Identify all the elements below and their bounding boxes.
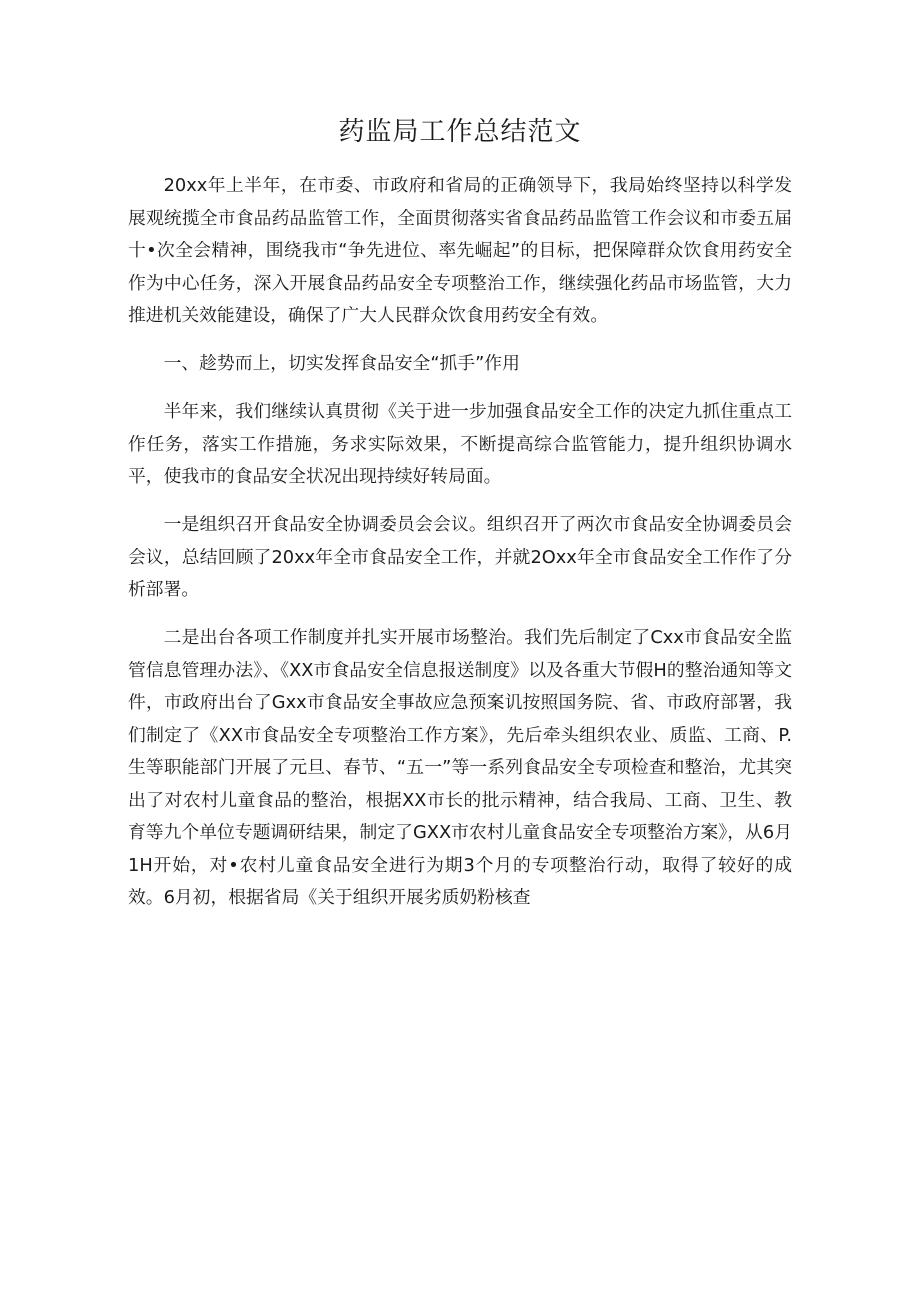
paragraph-item-2: 二是出台各项工作制度并扎实开展市场整治。我们先后制定了Cxx市食品安全监管信息管理办法》、《XX市食品安全信息报送制度》以及各重大节假H的整治通知等文件，市政府出台了Gxx市食品安全事故应急预案讥按照国务院、省、市政府部署，我们制定了《XX市食品安全专项整治工作方案》，先后牵头组织农业、质监、工商、P.生等职能部门开展了元旦、春节、“五一”等一系列食品安全专项检查和整治，尤其突出了对农村儿童食品的整治，根据XX市长的批示精神，结合我局、工商、卫生、教育等九个单位专题调研结果，制定了GXX市农村儿童食品安全专项整治方案》，从6月1H开始，对•农村儿童食品安全进行为期3个月的专项整治行动，取得了较好的成效。6月初，根据省局《关于组织开展劣质奶粉核查 <box>128 627 792 908</box>
document-body <box>128 170 792 930</box>
section-heading-1: 一、趁势而上，切实发挥食品安全“抓手”作用 <box>163 353 520 374</box>
paragraph-half-year: 半年来，我们继续认真贯彻《关于进一步加强食品安全工作的决定九抓住重点工作任务，落实工作措施，务求实际效果，不断提高综合监管能力，提升组织协调水平，使我市的食品安全状况出现持续好转局面。 <box>128 401 792 487</box>
document-title: 药监局工作总结范文 <box>338 117 582 147</box>
paragraph-item-1: 一是组织召开食品安全协调委员会会议。组织召开了两次市食品安全协调委员会会议，总结回顾了20xx年全市食品安全工作，并就2Oxx年全市食品安全工作作了分析部署。 <box>128 514 792 600</box>
paragraph-intro: 20xx年上半年，在市委、市政府和省局的正确领导下，我局始终坚持以科学发展观统揽全市食品药品监管工作，全面贯彻落实省食品药品监管工作会议和市委五届十•次全会精神，围绕我市“争先进位、率先崛起”的目标，把保障群众饮食用药安全作为中心任务，深入开展食品药品安全专项整治工作，继续强化药品市场监管，大力推进机关效能建设，确保了广大人民群众饮食用药安全有效。 <box>128 175 792 326</box>
